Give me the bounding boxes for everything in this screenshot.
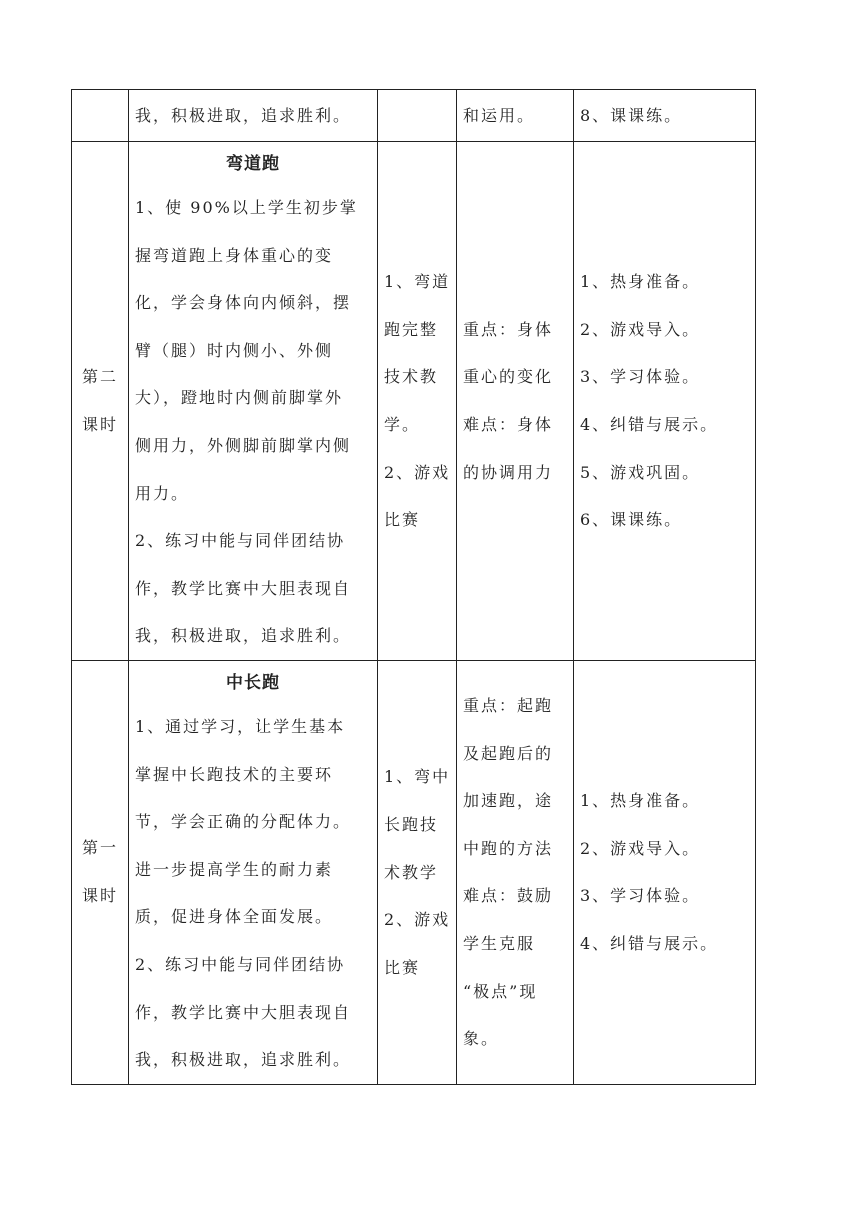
content-line: 1、弯中 (384, 767, 451, 787)
goal-line: 侧用力，外侧脚前脚掌内侧 (135, 435, 352, 455)
content-line: 比赛 (384, 957, 421, 977)
content-line: 术教学 (384, 862, 439, 882)
process-line: 4、纠错与展示。 (580, 933, 719, 953)
lesson-label: 课时 (81, 414, 118, 434)
goal-line: 化，学会身体向内倾斜，摆 (135, 293, 352, 313)
focus-cell (457, 90, 574, 142)
focus-cell (457, 142, 574, 661)
lesson-heading: 中长跑 (226, 672, 280, 693)
focus-line: 及起跑后的 (463, 743, 554, 763)
content-line: 1、弯道 (384, 272, 451, 292)
goal-line: 作，教学比赛中大胆表现自 (135, 1002, 352, 1022)
goal-line: 2、练习中能与同伴团结协 (135, 954, 346, 974)
goal-line: 进一步提高学生的耐力素 (135, 859, 334, 879)
lesson-label: 第二 (81, 366, 118, 386)
content-line: 技术教 (384, 367, 439, 387)
focus-line: 难点：身体 (463, 414, 554, 434)
goal-line: 我，积极进取，追求胜利。 (135, 105, 352, 125)
goal-line: 我，积极进取，追求胜利。 (135, 1050, 352, 1070)
content-line: 2、游戏 (384, 462, 451, 482)
content-line: 2、游戏 (384, 910, 451, 930)
process-line: 3、学习体验。 (580, 886, 701, 906)
focus-line: 重点：身体 (463, 319, 554, 339)
lesson-cell (72, 142, 129, 661)
process-line: 2、游戏导入。 (580, 838, 701, 858)
process-cell (574, 90, 756, 142)
goal-line: 掌握中长跑技术的主要环 (135, 764, 334, 784)
focus-line: “极点”现 (463, 981, 538, 1001)
focus-line: 中跑的方法 (463, 838, 554, 858)
content-line: 比赛 (384, 510, 421, 530)
process-line: 6、课课练。 (580, 510, 683, 530)
process-cell (574, 142, 756, 661)
focus-line: 难点：鼓励 (463, 886, 554, 906)
content-line: 学。 (384, 414, 421, 434)
focus-line: 的协调用力 (463, 462, 554, 482)
lesson-label: 第一 (81, 838, 118, 858)
goal-line: 质，促进身体全面发展。 (135, 907, 334, 927)
goal-line: 用力。 (135, 483, 190, 503)
lesson-heading: 弯道跑 (226, 154, 280, 174)
goal-line: 握弯道跑上身体重心的变 (135, 245, 334, 265)
goal-cell (129, 90, 378, 142)
focus-line: 和运用。 (463, 105, 536, 125)
process-line: 1、热身准备。 (580, 791, 701, 811)
goal-line: 作，教学比赛中大胆表现自 (135, 578, 352, 598)
lesson-label: 课时 (81, 886, 118, 906)
focus-line: 学生克服 (463, 933, 536, 953)
table-row-lesson-1 (72, 660, 756, 1084)
focus-line: 重心的变化 (463, 367, 554, 387)
process-line: 5、游戏巩固。 (580, 462, 701, 482)
goal-line: 我，积极进取，追求胜利。 (135, 626, 352, 646)
focus-line: 象。 (463, 1029, 500, 1049)
goal-line: 1、使 90%以上学生初步掌 (135, 198, 358, 217)
goal-line: 2、练习中能与同伴团结协 (135, 531, 346, 551)
content-cell (378, 660, 457, 1084)
goal-line: 大），蹬地时内侧前脚掌外 (135, 388, 344, 408)
focus-cell (457, 660, 574, 1084)
process-line: 4、纠错与展示。 (580, 414, 719, 434)
table-row-lesson-2 (72, 142, 756, 661)
process-line: 8、课课练。 (580, 105, 683, 125)
lesson-cell (72, 660, 129, 1084)
table-row-continued (72, 90, 756, 142)
content-cell-empty (378, 90, 457, 142)
focus-line: 加速跑，途 (463, 791, 554, 811)
content-line: 跑完整 (384, 319, 439, 339)
content-line: 长跑技 (384, 814, 439, 834)
focus-line: 重点：起跑 (463, 695, 554, 715)
content-cell (378, 142, 457, 661)
goal-cell (129, 660, 378, 1084)
process-line: 3、学习体验。 (580, 367, 701, 387)
goal-cell (129, 142, 378, 661)
process-line: 1、热身准备。 (580, 272, 701, 292)
lesson-plan-table (71, 89, 756, 1085)
process-cell (574, 660, 756, 1084)
goal-line: 1、通过学习，让学生基本 (135, 716, 346, 736)
goal-line: 臂（腿）时内侧小、外侧 (135, 340, 334, 360)
lesson-cell-empty (72, 90, 129, 142)
goal-line: 节，学会正确的分配体力。 (135, 812, 352, 832)
process-line: 2、游戏导入。 (580, 319, 701, 339)
